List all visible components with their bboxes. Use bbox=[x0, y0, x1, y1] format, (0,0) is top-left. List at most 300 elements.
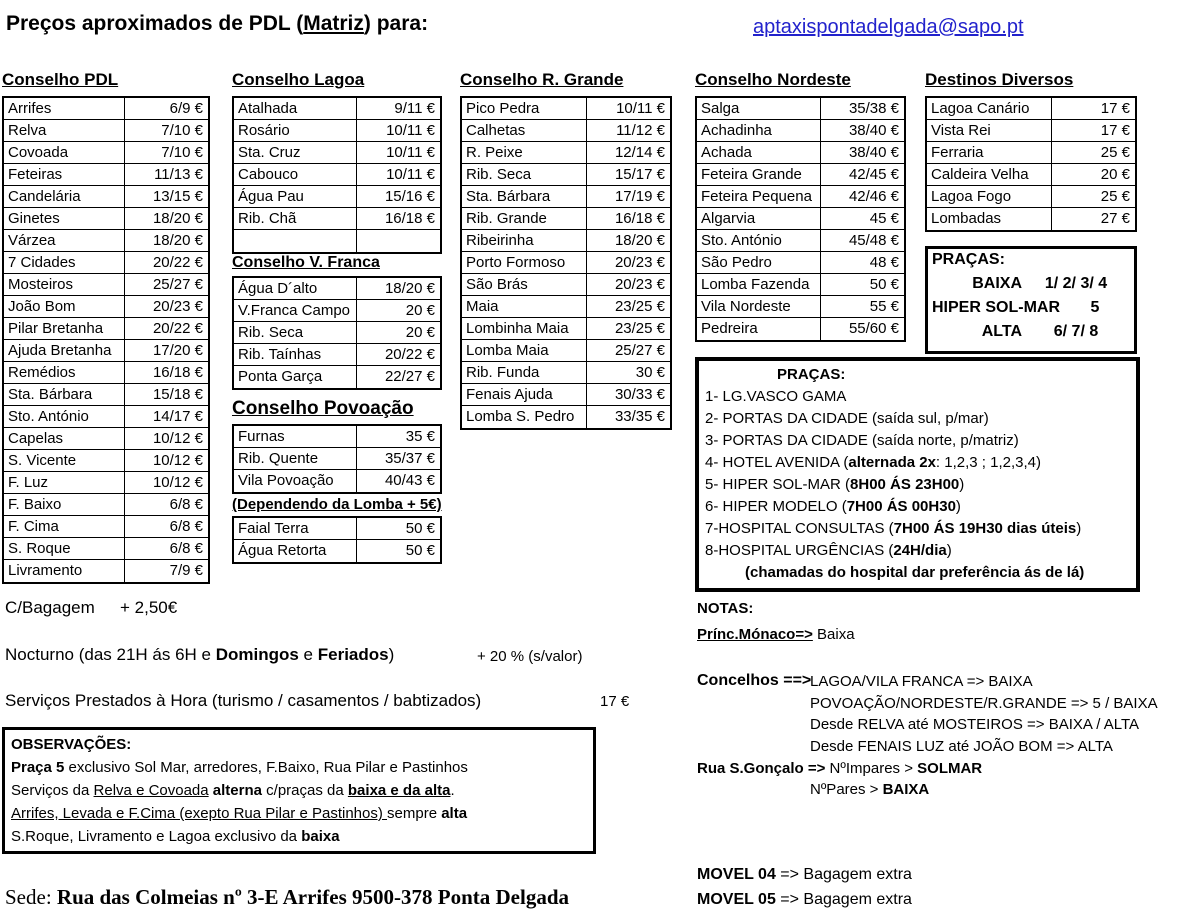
text-segment: 8-HOSPITAL URGÊNCIAS ( bbox=[705, 542, 894, 559]
price-cell: 45/48 € bbox=[848, 232, 899, 249]
text-segment: baixa e da alta bbox=[347, 782, 451, 799]
destination-cell: Atalhada bbox=[234, 98, 357, 119]
table-row bbox=[4, 560, 208, 582]
table-row bbox=[4, 252, 208, 274]
destination-cell: Feteiras bbox=[4, 164, 125, 185]
text-segment: MOVEL 04 bbox=[697, 866, 776, 883]
price-cell: 18/20 € bbox=[384, 280, 435, 297]
bagagem-value: + 2,50€ bbox=[120, 598, 178, 617]
destination-cell: Rib. Taínhas bbox=[234, 344, 357, 365]
price-cell: 35 € bbox=[405, 428, 435, 445]
destination-cell: Água Pau bbox=[234, 186, 357, 207]
price-cell: 7/10 € bbox=[161, 122, 203, 139]
price-cell: 33/35 € bbox=[614, 408, 665, 425]
table-row bbox=[234, 230, 440, 252]
price-table-nordeste bbox=[695, 96, 906, 342]
table-row bbox=[234, 448, 440, 470]
table-row bbox=[234, 344, 440, 366]
text-segment: ) bbox=[946, 542, 952, 559]
destination-cell: Lagoa Fogo bbox=[927, 186, 1052, 207]
table-row bbox=[4, 120, 208, 142]
lomba-note: (Dependendo da Lomba + 5€) bbox=[232, 496, 442, 513]
text-segment: sempre bbox=[387, 805, 442, 822]
table-row bbox=[462, 274, 670, 296]
destination-cell: Feteira Pequena bbox=[697, 186, 821, 207]
destination-cell: F. Cima bbox=[4, 516, 125, 537]
text-segment: 8H00 ÁS 23H00 bbox=[850, 476, 960, 493]
text-line bbox=[810, 736, 1158, 758]
price-cell bbox=[357, 230, 440, 252]
notas-concelhos-label bbox=[697, 672, 811, 690]
table-row bbox=[4, 340, 208, 362]
table-row bbox=[234, 208, 440, 230]
text-segment: . bbox=[450, 782, 455, 799]
destination-cell: Feteira Grande bbox=[697, 164, 821, 185]
text-segment: Nocturno (das 21H ás 6H e bbox=[5, 645, 216, 664]
price-cell: 17 € bbox=[1100, 122, 1130, 139]
destination-cell: Maia bbox=[462, 296, 587, 317]
text-line bbox=[705, 386, 1130, 408]
pracas-summary-box bbox=[925, 246, 1137, 354]
text-line bbox=[705, 474, 1130, 496]
price-cell: 30/33 € bbox=[614, 386, 665, 403]
table-row bbox=[4, 384, 208, 406]
price-cell: 18/20 € bbox=[152, 232, 203, 249]
price-cell: 25/27 € bbox=[152, 276, 203, 293]
price-table-rgrande bbox=[460, 96, 672, 430]
destination-cell: Rib. Chã bbox=[234, 208, 357, 229]
text-segment: ) bbox=[388, 645, 395, 664]
destination-cell: Lombinha Maia bbox=[462, 318, 587, 339]
text-line bbox=[810, 693, 1158, 715]
destination-cell: Rib. Seca bbox=[234, 322, 357, 343]
bagagem-label: C/Bagagem bbox=[5, 598, 95, 617]
text-segment: BAIXA bbox=[882, 781, 930, 798]
text-segment: c/praças da bbox=[262, 782, 348, 799]
table-row bbox=[462, 296, 670, 318]
text-segment: 7H00 ÁS 19H30 dias úteis bbox=[893, 520, 1077, 537]
nocturno-label bbox=[5, 645, 394, 665]
price-cell: 15/17 € bbox=[614, 166, 665, 183]
destination-cell: Algarvia bbox=[697, 208, 821, 229]
price-cell: 38/40 € bbox=[848, 122, 899, 139]
destination-cell: R. Peixe bbox=[462, 142, 587, 163]
text-segment: (chamadas do hospital dar preferência ás de lá) bbox=[745, 564, 1085, 581]
text-line bbox=[11, 756, 587, 779]
destination-cell: Lomba S. Pedro bbox=[462, 406, 587, 428]
table-row bbox=[462, 340, 670, 362]
price-table-pdl bbox=[2, 96, 210, 584]
text-segment: Arrifes, Levada e F.Cima (exepto Rua Pilar e Pastinhos) bbox=[11, 805, 388, 822]
text-segment: ) bbox=[955, 498, 961, 515]
price-cell: 16/18 € bbox=[614, 210, 665, 227]
text-line bbox=[810, 714, 1158, 736]
destination-cell: Cabouco bbox=[234, 164, 357, 185]
price-cell: 17/20 € bbox=[152, 342, 203, 359]
text-segment: 7-HOSPITAL CONSULTAS ( bbox=[705, 520, 894, 537]
text-segment: NOTAS: bbox=[697, 600, 754, 617]
table-row bbox=[462, 252, 670, 274]
table-row bbox=[4, 98, 208, 120]
table-row bbox=[462, 208, 670, 230]
table-row bbox=[697, 230, 904, 252]
table-row bbox=[234, 186, 440, 208]
price-cell: 10/11 € bbox=[386, 122, 435, 139]
table-title-diversos: Destinos Diversos bbox=[925, 70, 1074, 89]
text-segment: Serviços da bbox=[11, 782, 94, 799]
pracas-summary-rows bbox=[932, 275, 1130, 347]
destination-cell: Várzea bbox=[4, 230, 125, 251]
text-segment: LAGOA/VILA FRANCA => BAIXA bbox=[810, 673, 1033, 690]
destination-cell: Lomba Fazenda bbox=[697, 274, 821, 295]
destination-cell: Rib. Funda bbox=[462, 362, 587, 383]
text-line bbox=[705, 518, 1130, 540]
table-row bbox=[697, 164, 904, 186]
destination-cell: Porto Formoso bbox=[462, 252, 587, 273]
price-cell: 25/27 € bbox=[614, 342, 665, 359]
text-segment: Desde FENAIS LUZ até JOÃO BOM => ALTA bbox=[810, 737, 1113, 755]
table-row bbox=[4, 362, 208, 384]
destination-cell: F. Luz bbox=[4, 472, 125, 493]
price-cell: 10/12 € bbox=[152, 430, 203, 447]
table-row bbox=[234, 470, 440, 492]
price-cell: 50 € bbox=[405, 542, 435, 559]
table-row bbox=[234, 322, 440, 344]
table-row bbox=[927, 186, 1135, 208]
destination-cell: Faial Terra bbox=[234, 518, 357, 539]
table-row bbox=[234, 164, 440, 186]
table-row bbox=[234, 142, 440, 164]
price-table-povoacao-2 bbox=[232, 516, 442, 564]
destination-cell: Lombadas bbox=[927, 208, 1052, 230]
price-cell: 11/12 € bbox=[616, 122, 665, 139]
price-cell: 20/23 € bbox=[614, 254, 665, 271]
price-cell: 20 € bbox=[405, 302, 435, 319]
destination-cell: Rib. Quente bbox=[234, 448, 357, 469]
pracas-list-box bbox=[695, 357, 1140, 592]
price-cell: 25 € bbox=[1100, 144, 1130, 161]
movel-05-line bbox=[697, 891, 912, 909]
text-segment: => Bagagem extra bbox=[775, 866, 912, 883]
text-segment: 24H/dia bbox=[893, 542, 947, 559]
price-cell: 40/43 € bbox=[384, 472, 435, 489]
destination-cell: Covoada bbox=[4, 142, 125, 163]
destination-cell: Relva bbox=[4, 120, 125, 141]
text-segment: Domingos bbox=[215, 645, 299, 664]
table-title-rgrande: Conselho R. Grande bbox=[460, 70, 624, 89]
destination-cell bbox=[234, 230, 357, 252]
table-row bbox=[4, 516, 208, 538]
table-row bbox=[4, 164, 208, 186]
price-cell: 50 € bbox=[869, 276, 899, 293]
price-cell: 6/9 € bbox=[169, 100, 203, 117]
servicos-label: Serviços Prestados à Hora (turismo / casamentos / babtizados) bbox=[5, 691, 482, 710]
price-cell: 50 € bbox=[405, 520, 435, 537]
price-cell: 55/60 € bbox=[848, 320, 899, 337]
destination-cell: Pilar Bretanha bbox=[4, 318, 125, 339]
text-line bbox=[705, 540, 1130, 562]
table-row bbox=[4, 472, 208, 494]
table-title-vfranca: Conselho V. Franca bbox=[232, 254, 380, 271]
destination-cell: João Bom bbox=[4, 296, 125, 317]
table-title-pdl: Conselho PDL bbox=[2, 70, 119, 89]
destination-cell: Fenais Ajuda bbox=[462, 384, 587, 405]
table-title-nordeste: Conselho Nordeste bbox=[695, 70, 851, 89]
price-cell: 15/18 € bbox=[152, 386, 203, 403]
text-segment: 4- HOTEL AVENIDA ( bbox=[705, 454, 849, 471]
price-cell: 6/8 € bbox=[169, 540, 203, 557]
price-table-diversos bbox=[925, 96, 1137, 232]
email-link[interactable]: aptaxispontadelgada@sapo.pt bbox=[753, 16, 1024, 38]
pracas-zone-numbers: 1/ 2/ 3/ 4 bbox=[1044, 275, 1108, 292]
destination-cell: Ginetes bbox=[4, 208, 125, 229]
text-segment: ) bbox=[959, 476, 965, 493]
destination-cell: Vista Rei bbox=[927, 120, 1052, 141]
pracas-list-footer bbox=[705, 562, 1130, 584]
price-cell: 10/12 € bbox=[152, 474, 203, 491]
price-cell: 38/40 € bbox=[848, 144, 899, 161]
table-row bbox=[927, 208, 1135, 230]
destination-cell: Mosteiros bbox=[4, 274, 125, 295]
table-row bbox=[234, 540, 440, 562]
text-segment: Prínc.Mónaco=> bbox=[697, 626, 813, 643]
price-cell: 27 € bbox=[1100, 210, 1130, 227]
table-row bbox=[4, 406, 208, 428]
page-title bbox=[6, 12, 428, 36]
text-segment: : 1,2,3 ; 1,2,3,4) bbox=[935, 454, 1041, 471]
table-row bbox=[462, 406, 670, 428]
destination-cell: Ajuda Bretanha bbox=[4, 340, 125, 361]
table-row bbox=[4, 450, 208, 472]
servicos-value: 17 € bbox=[600, 693, 630, 710]
price-cell: 10/11 € bbox=[386, 166, 435, 183]
price-cell: 20/23 € bbox=[152, 298, 203, 315]
pracas-zone-label: HIPER SOL-MAR bbox=[932, 299, 1060, 316]
destination-cell: São Pedro bbox=[697, 252, 821, 273]
destination-cell: Livramento bbox=[4, 560, 125, 582]
text-segment: 3- PORTAS DA CIDADE (saída norte, p/matriz) bbox=[705, 432, 1019, 449]
table-row bbox=[4, 274, 208, 296]
table-row bbox=[4, 318, 208, 340]
table-row bbox=[697, 186, 904, 208]
table-row bbox=[462, 98, 670, 120]
price-cell: 6/8 € bbox=[169, 518, 203, 535]
text-segment: 5- HIPER SOL-MAR ( bbox=[705, 476, 851, 493]
table-row bbox=[697, 296, 904, 318]
destination-cell: Rib. Grande bbox=[462, 208, 587, 229]
price-table-povoacao bbox=[232, 424, 442, 494]
table-row bbox=[927, 142, 1135, 164]
price-cell: 17 € bbox=[1100, 100, 1130, 117]
destination-cell: Sta. Cruz bbox=[234, 142, 357, 163]
price-table-vfranca bbox=[232, 276, 442, 390]
price-cell: 20/23 € bbox=[614, 276, 665, 293]
destination-cell: Arrifes bbox=[4, 98, 125, 119]
notas-monaco bbox=[697, 626, 855, 643]
table-row bbox=[234, 120, 440, 142]
sede-address bbox=[5, 885, 569, 910]
text-segment: NºImpares > bbox=[829, 760, 918, 777]
text-segment: ) para: bbox=[363, 12, 429, 35]
pracas-zone-numbers: 6/ 7/ 8 bbox=[1053, 323, 1099, 340]
table-row bbox=[462, 318, 670, 340]
price-cell: 10/12 € bbox=[152, 452, 203, 469]
destination-cell: Ferraria bbox=[927, 142, 1052, 163]
text-segment: alternada 2x bbox=[848, 454, 936, 471]
table-row bbox=[697, 98, 904, 120]
destination-cell: Sta. Bárbara bbox=[462, 186, 587, 207]
text-line bbox=[11, 802, 587, 825]
price-cell: 11/13 € bbox=[154, 166, 203, 183]
pracas-summary-row bbox=[932, 299, 1130, 323]
destination-cell: Sto. António bbox=[697, 230, 821, 251]
text-segment: Relva e Covoada bbox=[93, 782, 209, 799]
text-segment: exclusivo Sol Mar, arredores, F.Baixo, Rua Pilar e Pastinhos bbox=[64, 759, 468, 776]
text-segment: MOVEL 05 bbox=[697, 891, 776, 908]
price-cell: 55 € bbox=[869, 298, 899, 315]
price-cell: 9/11 € bbox=[394, 100, 435, 117]
text-segment: Rua das Colmeias nº 3-E Arrifes 9500-378 Ponta Delgada bbox=[56, 885, 569, 909]
text-segment: Matriz bbox=[303, 12, 364, 35]
price-cell: 23/25 € bbox=[614, 320, 665, 337]
price-cell: 18/20 € bbox=[152, 210, 203, 227]
text-segment: 1- LG.VASCO GAMA bbox=[705, 388, 847, 405]
table-row bbox=[4, 494, 208, 516]
table-row bbox=[234, 98, 440, 120]
text-segment: Desde RELVA até MOSTEIROS => BAIXA / ALTA bbox=[810, 716, 1140, 733]
price-cell: 20 € bbox=[1100, 166, 1130, 183]
destination-cell: Calhetas bbox=[462, 120, 587, 141]
text-segment: ) bbox=[1076, 520, 1082, 537]
table-row bbox=[697, 252, 904, 274]
table-row bbox=[697, 318, 904, 340]
destination-cell: Lagoa Canário bbox=[927, 98, 1052, 119]
table-row bbox=[697, 274, 904, 296]
text-segment: 6- HIPER MODELO ( bbox=[705, 498, 847, 515]
price-cell: 7/10 € bbox=[161, 144, 203, 161]
table-row bbox=[927, 164, 1135, 186]
text-segment: e bbox=[298, 645, 318, 664]
destination-cell: 7 Cidades bbox=[4, 252, 125, 273]
table-row bbox=[234, 278, 440, 300]
destination-cell: Candelária bbox=[4, 186, 125, 207]
destination-cell: Lomba Maia bbox=[462, 340, 587, 361]
text-segment: baixa bbox=[301, 828, 340, 845]
price-cell: 20/22 € bbox=[152, 254, 203, 271]
price-cell: 23/25 € bbox=[614, 298, 665, 315]
destination-cell: F. Baixo bbox=[4, 494, 125, 515]
price-cell: 14/17 € bbox=[152, 408, 203, 425]
price-cell: 20/22 € bbox=[384, 346, 435, 363]
text-segment: Sede: bbox=[5, 885, 57, 909]
table-row bbox=[4, 142, 208, 164]
destination-cell: Água Retorta bbox=[234, 540, 357, 562]
destination-cell: Capelas bbox=[4, 428, 125, 449]
text-segment: SOLMAR bbox=[917, 760, 983, 777]
destination-cell: Achada bbox=[697, 142, 821, 163]
price-cell: 16/18 € bbox=[152, 364, 203, 381]
text-segment: Concelhos ==> bbox=[697, 672, 812, 689]
pracas-list-title bbox=[705, 364, 1130, 386]
price-cell: 17/19 € bbox=[614, 188, 665, 205]
table-row bbox=[234, 300, 440, 322]
destination-cell: Pedreira bbox=[697, 318, 821, 340]
table-row bbox=[4, 538, 208, 560]
destination-cell: S. Roque bbox=[4, 538, 125, 559]
text-segment: Rua S.Gonçalo => bbox=[697, 760, 830, 777]
table-title-povoacao: Conselho Povoação bbox=[232, 398, 414, 419]
price-cell: 7/9 € bbox=[169, 562, 203, 579]
text-line bbox=[705, 408, 1130, 430]
text-segment: Preços aproximados de PDL ( bbox=[6, 12, 304, 35]
destination-cell: Vila Povoação bbox=[234, 470, 357, 492]
table-row bbox=[4, 208, 208, 230]
text-segment: POVOAÇÃO/NORDESTE/R.GRANDE => 5 / BAIXA bbox=[810, 694, 1158, 712]
text-segment: Feriados bbox=[317, 645, 389, 664]
destination-cell: Vila Nordeste bbox=[697, 296, 821, 317]
text-segment: 7H00 ÁS 00H30 bbox=[846, 498, 956, 515]
table-row bbox=[462, 186, 670, 208]
pracas-summary-row bbox=[932, 323, 1130, 347]
price-cell: 35/37 € bbox=[384, 450, 435, 467]
text-line bbox=[11, 779, 587, 802]
destination-cell: Achadinha bbox=[697, 120, 821, 141]
text-segment: Praça 5 bbox=[11, 759, 65, 776]
destination-cell: S. Vicente bbox=[4, 450, 125, 471]
destination-cell: Água D´alto bbox=[234, 278, 357, 299]
table-row bbox=[462, 362, 670, 384]
text-segment: S.Roque, Livramento e Lagoa exclusivo da bbox=[11, 828, 302, 845]
price-cell: 42/46 € bbox=[848, 188, 899, 205]
price-cell: 42/45 € bbox=[848, 166, 899, 183]
price-cell: 22/27 € bbox=[384, 368, 435, 385]
text-line bbox=[705, 430, 1130, 452]
table-row bbox=[462, 230, 670, 252]
price-cell: 20/22 € bbox=[152, 320, 203, 337]
pracas-summary-title: PRAÇAS: bbox=[932, 251, 1005, 268]
destination-cell: V.Franca Campo bbox=[234, 300, 357, 321]
price-table-lagoa bbox=[232, 96, 442, 254]
notas-concelhos-lines bbox=[810, 671, 1158, 757]
table-row bbox=[4, 230, 208, 252]
table-row bbox=[234, 426, 440, 448]
destination-cell: Sto. António bbox=[4, 406, 125, 427]
pracas-zone-numbers: 5 bbox=[1090, 299, 1100, 316]
price-cell: 48 € bbox=[869, 254, 899, 271]
movel-04-line bbox=[697, 866, 912, 884]
price-cell: 30 € bbox=[635, 364, 665, 381]
pracas-summary-row bbox=[932, 275, 1130, 299]
table-row bbox=[462, 142, 670, 164]
text-line bbox=[11, 733, 587, 756]
destination-cell: Rosário bbox=[234, 120, 357, 141]
text-segment: 2- PORTAS DA CIDADE (saída sul, p/mar) bbox=[705, 410, 989, 427]
price-cell: 15/16 € bbox=[384, 188, 435, 205]
price-cell: 35/38 € bbox=[848, 100, 899, 117]
text-segment: NºPares > bbox=[810, 781, 883, 798]
text-line bbox=[810, 671, 1158, 693]
table-row bbox=[234, 366, 440, 388]
destination-cell: Ponta Garça bbox=[234, 366, 357, 388]
text-line bbox=[705, 452, 1130, 474]
text-segment: => Bagagem extra bbox=[775, 891, 912, 908]
destination-cell: Pico Pedra bbox=[462, 98, 587, 119]
destination-cell: Sta. Bárbara bbox=[4, 384, 125, 405]
text-segment: Baixa bbox=[812, 626, 855, 643]
table-row bbox=[4, 296, 208, 318]
text-segment: PRAÇAS: bbox=[777, 366, 846, 383]
table-row bbox=[4, 428, 208, 450]
